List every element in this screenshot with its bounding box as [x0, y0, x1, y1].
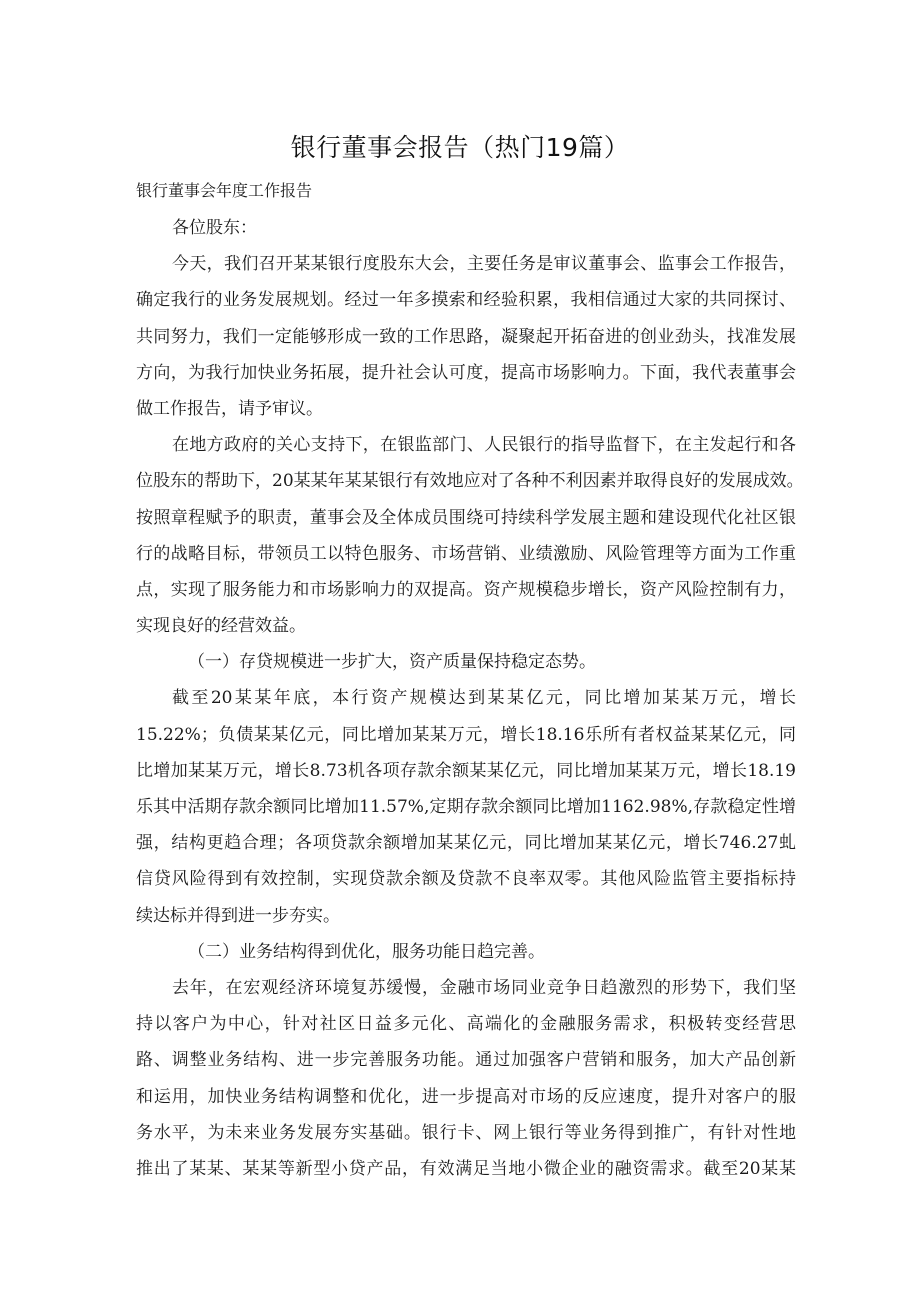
paragraph-line: 行的战略目标，带领员工以特色服务、市场营销、业绩激励、风险管理等方面为工作重: [136, 543, 796, 564]
paragraph-line: 路、调整业务结构、进一步完善服务功能。通过加强客户营销和服务，加大产品创新: [136, 1050, 796, 1071]
paragraph-line: 确定我行的业务发展规划。经过一年多摸索和经验积累，我相信通过大家的共同探讨、: [136, 290, 796, 311]
document-title: 银行董事会报告（热门19篇）: [290, 133, 630, 162]
paragraph-line: 乐其中活期存款余额同比增加11.57%,定期存款余额同比增加1162.98%,存款稳定性增: [136, 797, 796, 817]
paragraph-line: 15.22%；负债某某亿元，同比增加某某万元，增长18.16乐所有者权益某某亿元，同: [136, 724, 796, 745]
paragraph-line: 务水平，为未来业务发展夯实基础。银行卡、网上银行等业务得到推广，有针对性地: [136, 1122, 796, 1143]
paragraph-line: 推出了某某、某某等新型小贷产品，有效满足当地小微企业的融资需求。截至20某某: [136, 1158, 796, 1179]
document-body: [136, 216, 804, 1193]
paragraph-line: 方向，为我行加快业务拓展，提升社会认可度，提高市场影响力。下面，我代表董事会: [136, 362, 796, 383]
paragraph-line: 续达标并得到进一步夯实。: [136, 905, 340, 926]
paragraph-line: 和运用，加快业务结构调整和优化，进一步提高对市场的反应速度，提升对客户的服: [136, 1086, 796, 1107]
salutation: 各位股东：: [172, 218, 257, 238]
section-heading: （一）存贷规模进一步扩大，资产质量保持稳定态势。: [188, 652, 596, 673]
paragraph-line: 共同努力，我们一定能够形成一致的工作思路，凝聚起开拓奋进的创业劲头，找准发展: [136, 326, 796, 347]
paragraph-line: 按照章程赋予的职责，董事会及全体成员围绕可持续科学发展主题和建设现代化社区银: [136, 507, 796, 528]
document-subtitle: 银行董事会年度工作报告: [136, 181, 313, 200]
paragraph-line: 截至20某某年底，本行资产规模达到某某亿元，同比增加某某万元，增长: [172, 688, 796, 709]
paragraph-line: 今天，我们召开某某银行度股东大会，主要任务是审议董事会、监事会工作报告，: [172, 254, 796, 275]
paragraph-line: 强，结构更趋合理；各项贷款余额增加某某亿元，同比增加某某亿元，增长746.27虬: [136, 833, 796, 854]
paragraph-line: 点，实现了服务能力和市场影响力的双提高。资产规模稳步增长，资产风险控制有力，: [136, 579, 796, 600]
paragraph-line: 位股东的帮助下，20某某年某某银行有效地应对了各种不利因素并取得良好的发展成效。: [136, 471, 804, 492]
paragraph-line: 在地方政府的关心支持下，在银监部门、人民银行的指导监督下，在主发起行和各: [172, 435, 796, 456]
paragraph-line: 比增加某某万元，增长8.73机各项存款余额某某亿元，同比增加某某万元，增长18.19: [136, 760, 796, 781]
paragraph-line: 实现良好的经营效益。: [136, 616, 306, 637]
paragraph-line: 做工作报告，请予审议。: [136, 398, 323, 419]
paragraph-line: 去年，在宏观经济环境复苏缓慢，金融市场同业竞争日趋激烈的形势下，我们坚: [172, 977, 796, 998]
paragraph-line: 持以客户为中心，针对社区日益多元化、高端化的金融服务需求，积极转变经营思: [136, 1014, 796, 1035]
paragraph-line: 信贷风险得到有效控制，实现贷款余额及贷款不良率双零。其他风险监管主要指标持: [136, 869, 796, 890]
section-heading: （二）业务结构得到优化，服务功能日趋完善。: [188, 941, 545, 962]
